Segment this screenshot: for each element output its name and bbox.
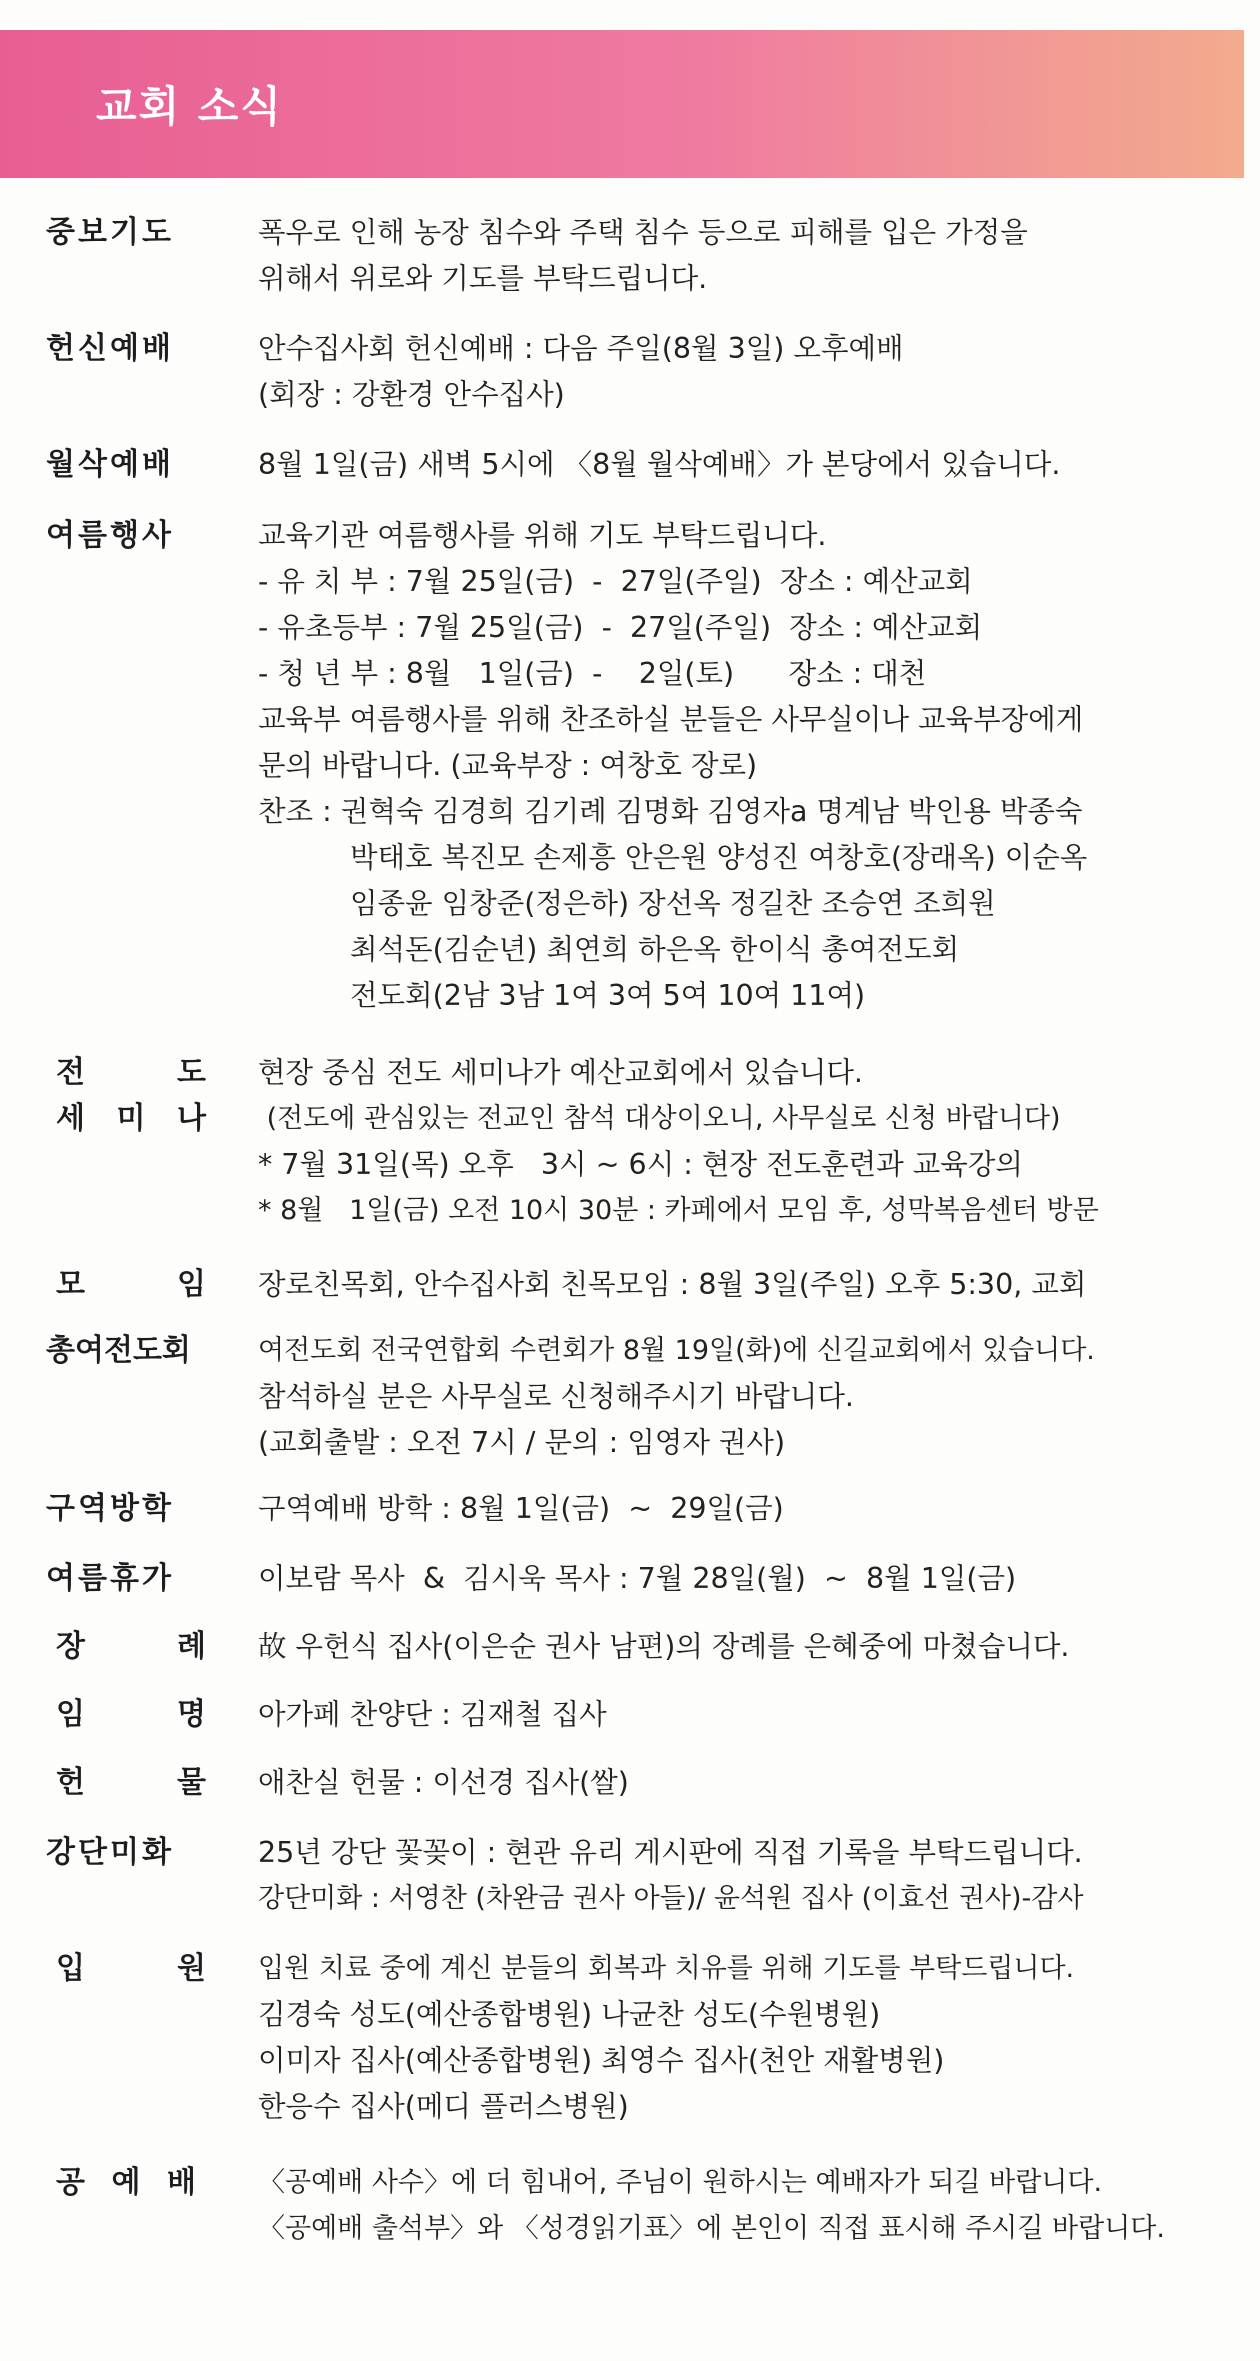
content-line: 〈공예배 출석부〉와 〈성경읽기표〉에 본인이 직접 표시해 주시길 바랍니다. — [258, 2213, 1165, 2244]
content-line: 25년 강단 꽃꽂이 : 현관 유리 게시판에 직접 기록을 부탁드립니다. — [258, 1836, 1083, 1869]
section-content — [258, 2160, 1233, 2252]
label-char: 원 — [177, 1951, 206, 1986]
section-label: 헌신예배 — [46, 331, 174, 366]
label-char: 임 — [56, 1697, 85, 1732]
section-label — [56, 2160, 196, 2206]
content-line: 이보람 목사 & 김시욱 목사 : 7월 28일(월) ~ 8월 1일(금) — [258, 1562, 1017, 1595]
content-line: 최석돈(김순년) 최연희 하은옥 한이식 총여전도회 — [350, 933, 960, 966]
content-line: 구역예배 방학 : 8월 1일(금) ~ 29일(금) — [258, 1492, 784, 1525]
section-label: 총여전도회 — [46, 1333, 191, 1368]
content-line: 교육기관 여름행사를 위해 기도 부탁드립니다. — [258, 519, 827, 552]
section-label — [56, 1262, 206, 1308]
label-char: 장 — [56, 1629, 85, 1664]
section-content — [258, 442, 1233, 488]
label-char: 물 — [177, 1765, 206, 1800]
section-content — [258, 1556, 1233, 1602]
section-label: 강단미화 — [46, 1835, 174, 1870]
content-line: 여전도회 전국연합회 수련회가 8월 19일(화)에 신길교회에서 있습니다. — [258, 1335, 1095, 1366]
content-line: 찬조 : 권혁숙 김경희 김기례 김명화 김영자a 명계남 박인용 박종숙 — [258, 795, 1083, 828]
content-line: 안수집사회 헌신예배 : 다음 주일(8월 3일) 오후예배 — [258, 332, 904, 365]
content-line: (교회출발 : 오전 7시 / 문의 : 임영자 권사) — [258, 1426, 786, 1459]
section-label-top — [56, 1050, 206, 1096]
content-line: 전도회(2남 3남 1여 3여 5여 10여 11여) — [350, 979, 866, 1012]
section-label: 월삭예배 — [46, 447, 174, 482]
content-line: 폭우로 인해 농장 침수와 주택 침수 등으로 피해를 입은 가정을 — [258, 216, 1028, 249]
content-line: * 8월 1일(금) 오전 10시 30분 : 카페에서 모임 후, 성막복음센터 방문 — [258, 1195, 1099, 1226]
content-line: 故 우헌식 집사(이은순 권사 남편)의 장례를 은혜중에 마쳤습니다. — [258, 1630, 1070, 1663]
content-line: 김경숙 성도(예산종합병원) 나균찬 성도(수원병원) — [258, 1998, 881, 2031]
label-char: 도 — [177, 1055, 206, 1090]
section-content — [258, 1262, 1233, 1308]
page-title: 교회 소식 — [96, 82, 283, 131]
label-char: 모 — [56, 1267, 85, 1302]
label-char: 명 — [177, 1697, 206, 1732]
label-char: 미 — [116, 1101, 146, 1136]
label-char: 전 — [56, 1055, 85, 1090]
section-content — [258, 1946, 1233, 2130]
content-line: 아가페 찬양단 : 김재철 집사 — [258, 1698, 607, 1731]
content-line: - 유초등부 : 7월 25일(금) - 27일(주일) 장소 : 예산교회 — [258, 611, 983, 644]
section-label-bottom — [56, 1096, 206, 1142]
content-line: 문의 바랍니다. (교육부장 : 여창호 장로) — [258, 749, 758, 782]
content-line: 강단미화 : 서영찬 (차완금 권사 아들)/ 윤석원 집사 (이효선 권사)-감사 — [258, 1883, 1084, 1914]
content-line: * 7월 31일(목) 오후 3시 ~ 6시 : 현장 전도훈련과 교육강의 — [258, 1148, 1023, 1181]
section-content — [258, 513, 1233, 1019]
content-line: 8월 1일(금) 새벽 5시에 〈8월 월삭예배〉가 본당에서 있습니다. — [258, 448, 1061, 481]
section-content — [258, 1830, 1233, 1922]
content-line: 현장 중심 전도 세미나가 예산교회에서 있습니다. — [258, 1056, 863, 1089]
content-line: (회장 : 강환경 안수집사) — [258, 378, 565, 411]
section-label: 중보기도 — [46, 215, 174, 250]
section-content — [258, 1760, 1233, 1806]
content-line: 입원 치료 중에 계신 분들의 회복과 치유를 위해 기도를 부탁드립니다. — [258, 1953, 1075, 1984]
content-line: 한응수 집사(메디 플러스병원) — [258, 2090, 629, 2123]
section-content — [258, 1692, 1233, 1738]
section-label: 구역방학 — [46, 1491, 174, 1526]
content-line: - 청 년 부 : 8월 1일(금) - 2일(토) 장소 : 대천 — [258, 657, 927, 690]
label-char: 입 — [56, 1951, 85, 1986]
section-label — [56, 1946, 206, 1992]
content-line: (전도에 관심있는 전교인 참석 대상이오니, 사무실로 신청 바랍니다) — [258, 1103, 1061, 1134]
label-char: 임 — [177, 1267, 206, 1302]
label-char: 헌 — [56, 1765, 85, 1800]
section-label: 여름행사 — [46, 518, 174, 553]
content-line: 장로친목회, 안수집사회 친목모임 : 8월 3일(주일) 오후 5:30, 교회 — [258, 1268, 1087, 1301]
content-line: 임종윤 임창준(정은하) 장선옥 정길찬 조승연 조희원 — [350, 887, 996, 920]
section-label — [56, 1624, 206, 1670]
section-content — [258, 326, 1233, 418]
label-char: 나 — [177, 1101, 206, 1136]
content-line: 위해서 위로와 기도를 부탁드립니다. — [258, 262, 708, 295]
content-line: 박태호 복진모 손제흥 안은원 양성진 여창호(장래옥) 이순옥 — [350, 841, 1088, 874]
label-char: 세 — [56, 1101, 85, 1136]
label-char: 공 — [56, 2165, 85, 2200]
section-content — [258, 1328, 1233, 1466]
content-line: - 유 치 부 : 7월 25일(금) - 27일(주일) 장소 : 예산교회 — [258, 565, 973, 598]
section-content — [258, 1486, 1233, 1532]
section-label — [56, 1692, 206, 1738]
content-line: 애찬실 헌물 : 이선경 집사(쌀) — [258, 1766, 629, 1799]
section-content — [258, 1050, 1233, 1234]
content-line: 〈공예배 사수〉에 더 힘내어, 주님이 원하시는 예배자가 되길 바랍니다. — [258, 2167, 1103, 2198]
section-content — [258, 210, 1233, 302]
label-char: 례 — [177, 1629, 206, 1664]
section-content — [258, 1624, 1233, 1670]
content-line: 참석하실 분은 사무실로 신청해주시기 바랍니다. — [258, 1380, 854, 1413]
label-char: 배 — [167, 2165, 196, 2200]
section-label — [56, 1760, 206, 1806]
header-banner — [0, 30, 1244, 178]
section-label: 여름휴가 — [46, 1561, 174, 1596]
content-line: 교육부 여름행사를 위해 찬조하실 분들은 사무실이나 교육부장에게 — [258, 703, 1084, 736]
content-line: 이미자 집사(예산종합병원) 최영수 집사(천안 재활병원) — [258, 2044, 945, 2077]
label-char: 예 — [111, 2165, 141, 2200]
